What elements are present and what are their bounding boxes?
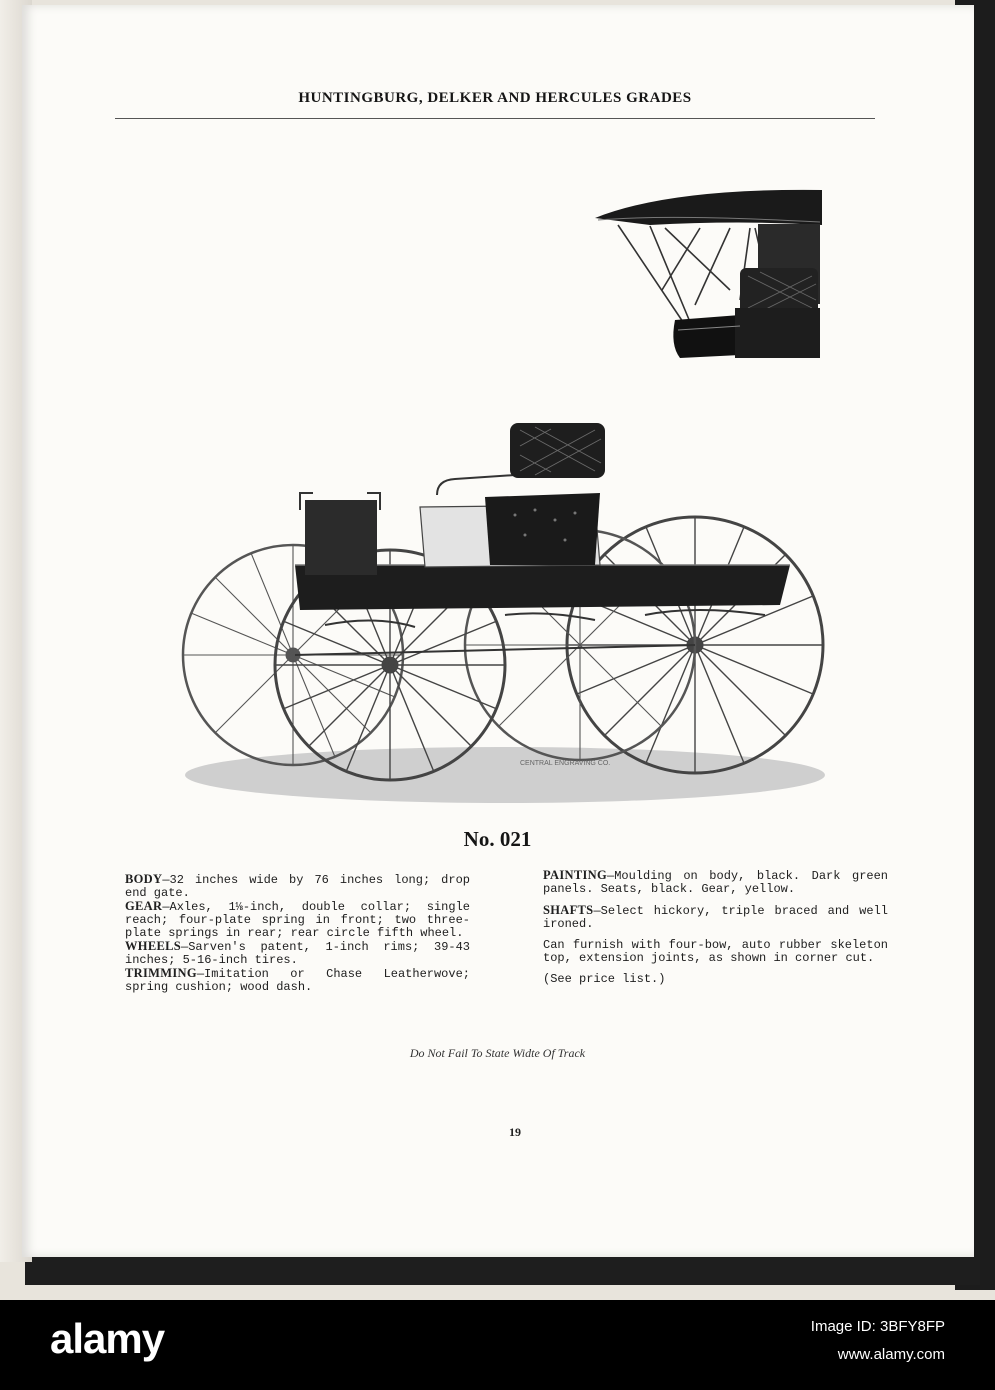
spec-wheels: WHEELS—Sarven's patent, 1-inch rims; 39-43 inches; 5-16-inch tires.	[125, 939, 470, 967]
spec-shafts: SHAFTS—Select hickory, triple braced and well ironed.	[543, 903, 888, 931]
spec-gear: GEAR—Axles, 1⅛-inch, double collar; single reach; four-plate spring in front; two three-plate springs in rear; rear circle fifth wheel.	[125, 899, 470, 940]
specs-left-column	[125, 873, 470, 994]
buggy-illustration	[175, 415, 835, 810]
watermark-url: www.alamy.com	[837, 1346, 945, 1363]
watermark-image-id: Image ID: 3BFY8FP	[810, 1318, 945, 1335]
specs-right-column	[543, 869, 888, 994]
track-width-notice: Do Not Fail To State Widte Of Track	[409, 1046, 586, 1060]
engraver-credit: CENTRAL ENGRAVING CO.	[520, 760, 611, 767]
price-note: (See price list.)	[543, 972, 666, 986]
model-number: No. 021	[463, 827, 532, 851]
page-number: 19	[509, 1125, 521, 1139]
header-rule	[115, 118, 875, 119]
spec-trimming: TRIMMING—Imitation or Chase Leatherwove; spring cushion; wood dash.	[125, 966, 470, 994]
page-header: HUNTINGBURG, DELKER AND HERCULES GRADES	[298, 90, 692, 106]
top-option-note: Can furnish with four-bow, auto rubber skeleton top, extension joints, as shown in corner cut.	[543, 938, 888, 965]
spec-body: BODY—32 inches wide by 76 inches long; drop end gate.	[125, 872, 470, 900]
skeleton-top-illustration	[590, 180, 830, 365]
watermark-logo: alamy	[50, 1315, 165, 1362]
spec-painting: PAINTING—Moulding on body, black. Dark green panels. Seats, black. Gear, yellow.	[543, 868, 888, 896]
